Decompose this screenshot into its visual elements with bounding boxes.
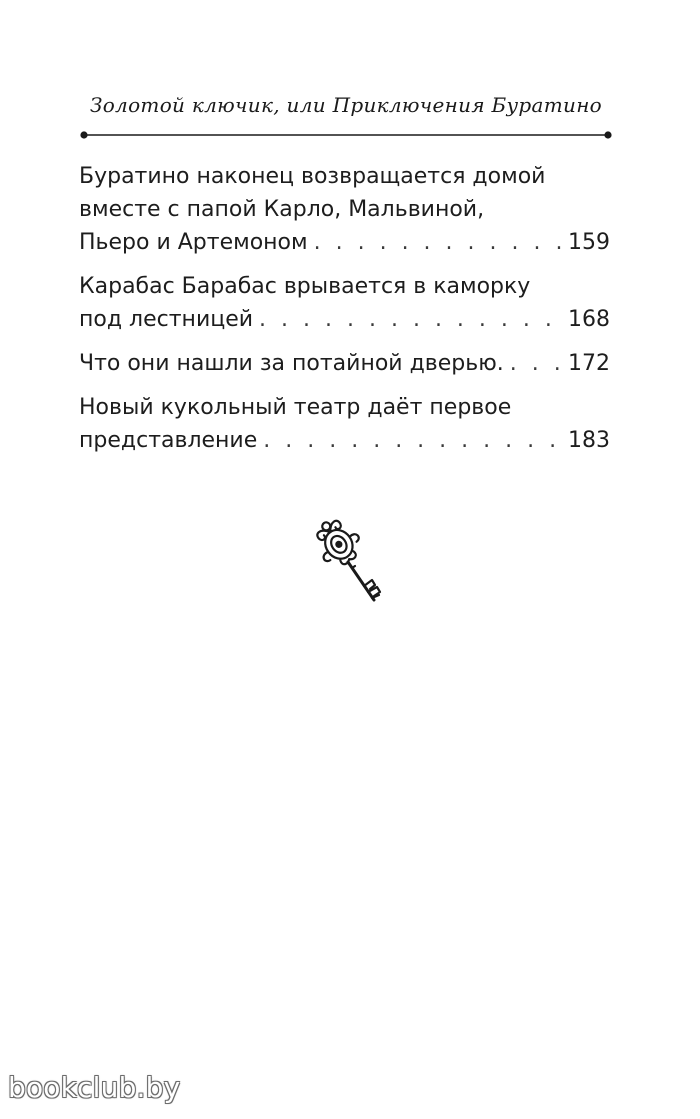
toc-entry-title-line: под лестницей — [79, 307, 254, 332]
toc-entry-title-line: Новый кукольный театр даёт первое — [79, 395, 512, 420]
toc-entry — [79, 347, 610, 380]
golden-key-icon — [300, 512, 392, 610]
header-rule — [80, 128, 612, 142]
toc-entry-last-line — [79, 226, 610, 259]
toc-entry-last-line — [79, 303, 610, 336]
toc-page-number: 172 — [568, 351, 610, 376]
toc-entry — [79, 160, 610, 259]
dot-leader — [314, 226, 564, 259]
toc-entry-title-line: представление — [79, 428, 258, 453]
toc-page-number: 168 — [568, 307, 610, 332]
dot-leader — [263, 424, 564, 457]
toc-entry-title-line: вместе с папой Карло, Мальвиной, — [79, 197, 485, 222]
running-head: Золотой ключик, или Приключения Буратино — [89, 93, 603, 117]
watermark: bookclub.by — [8, 1071, 181, 1104]
toc-entry-title-line: Что они нашли за потайной дверью. — [79, 351, 504, 376]
toc-entry-last-line — [79, 424, 610, 457]
toc-entry-title-line: Пьеро и Артемоном — [79, 230, 308, 255]
toc-entry — [79, 391, 610, 457]
dot-leader — [510, 347, 564, 380]
toc-entry-title-line: Буратино наконец возвращается домой — [79, 164, 546, 189]
toc-entry — [79, 270, 610, 336]
toc-entry-title-line: Карабас Барабас врывается в каморку — [79, 274, 531, 299]
toc-page-number: 183 — [568, 428, 610, 453]
dot-leader — [259, 303, 564, 336]
table-of-contents — [79, 160, 610, 468]
toc-page-number: 159 — [568, 230, 610, 255]
toc-entry-last-line — [79, 347, 610, 380]
